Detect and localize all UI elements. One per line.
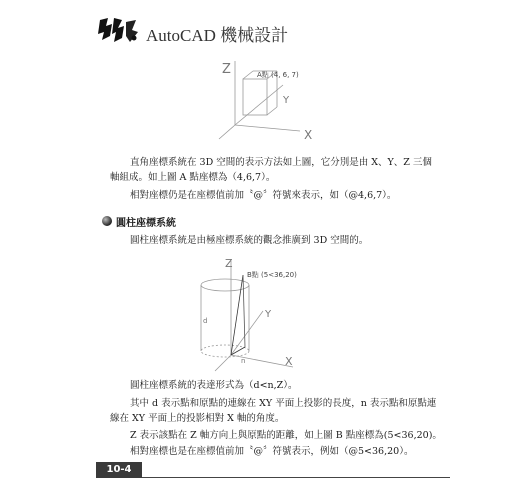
axis-x-label: X xyxy=(304,128,313,142)
section-bullet-icon xyxy=(102,216,112,226)
page-number-badge: 10-4 xyxy=(96,462,142,478)
axis-y-label: Y xyxy=(283,95,290,106)
paragraph-4-line-2: 線在 XY 平面上的投影相對 X 軸的角度。 xyxy=(110,413,285,424)
book-title: AutoCAD 機械設計 xyxy=(146,26,289,45)
point-b-label: B點 (5<36,20) xyxy=(247,271,297,279)
axis-x-label-2: X xyxy=(285,355,293,368)
paragraph-1-line-1: 直角座標系統在 3D 空間的表示方法如上圖，它分別是由 X、Y、Z 三個 xyxy=(130,157,432,168)
section-intro: 圓柱座標系統是由極座標系統的觀念推廣到 3D 空間的。 xyxy=(130,235,369,246)
cylindrical-3d-figure xyxy=(185,255,300,375)
paragraph-1-line-2: 軸組成。如上圖 A 點座標為（4,6,7）。 xyxy=(110,172,276,183)
axis-z-label: Z xyxy=(222,62,231,77)
n-label: n xyxy=(241,357,246,365)
footer-divider xyxy=(142,477,450,478)
section-title: 圓柱座標系統 xyxy=(116,218,176,229)
axis-z-label-2: Z xyxy=(225,257,233,270)
page-header xyxy=(96,14,346,48)
axis-y-label-2: Y xyxy=(265,309,272,320)
paragraph-2: 相對座標仍是在座標值前加〝@〞符號來表示，如（@4,6,7）。 xyxy=(130,190,397,201)
point-a-label: A點 (4, 6, 7) xyxy=(257,71,299,79)
paragraph-5: Z 表示該點在 Z 軸方向上與原點的距離，如上圖 B 點座標為(5<36,20)。 xyxy=(130,430,442,441)
paragraph-4-line-1: 其中 d 表示點和原點的連線在 XY 平面上投影的長度，n 表示點和原點連 xyxy=(130,398,437,409)
paragraph-3: 圓柱座標系統的表達形式為（d<n,Z）。 xyxy=(130,380,298,391)
d-label: d xyxy=(203,317,208,325)
brush-logo-icon xyxy=(96,14,142,46)
paragraph-6: 相對座標也是在座標值前加〝@〞符號表示，例如（@5<36,20）。 xyxy=(130,446,414,457)
cartesian-3d-figure xyxy=(205,55,330,145)
